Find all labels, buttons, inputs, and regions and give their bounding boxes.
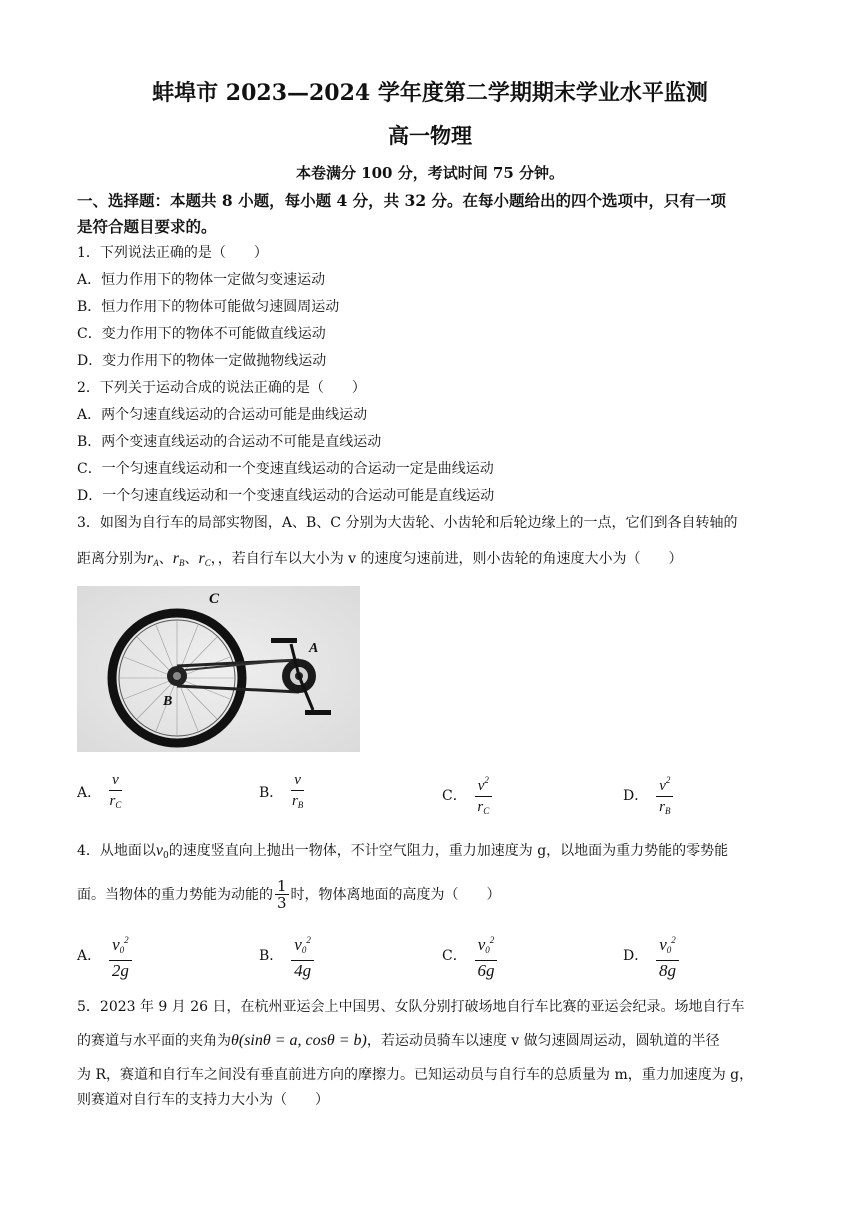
- q4-option-d: D． $\frac{v_0^2}{8g}$: [623, 932, 679, 980]
- q3-stem-line1: 3．如图为自行车的局部实物图，A、B、C 分别为大齿轮、小齿轮和后轮边缘上的一点，它们到各自转轴的: [77, 515, 738, 531]
- q3-line2-pre: 距离分别为: [77, 551, 147, 567]
- bicycle-figure: [77, 586, 360, 752]
- q4-option-a: A． $\frac{v_0^2}{2g}$: [77, 932, 132, 980]
- q1-option-d: D．变力作用下的物体一定做抛物线运动: [77, 353, 327, 369]
- subject-title: 高一物理: [388, 123, 472, 148]
- q2-stem: 2．下列关于运动合成的说法正确的是（ ）: [77, 380, 366, 396]
- q3-option-d: D． $\frac{v^2}{r_B}$: [623, 772, 673, 820]
- page-title: 蚌埠市 2023—2024 学年度第二学期期末学业水平监测: [152, 80, 708, 106]
- figure-label-a: A: [309, 641, 319, 656]
- q1-option-a: A．恒力作用下的物体一定做匀变速运动: [77, 272, 326, 288]
- q4-option-c: C． $\frac{v_0^2}{6g}$: [442, 932, 497, 980]
- q2-option-d: D．一个匀速直线运动和一个变速直线运动的合运动可能是直线运动: [77, 488, 495, 504]
- q3-option-a: A． $\frac{v}{r_C}$: [77, 772, 122, 810]
- q2-option-c: C．一个匀速直线运动和一个变速直线运动的合运动一定是曲线运动: [77, 461, 494, 477]
- q5-stem-line2: 的赛道与水平面的夹角为θ(sinθ = a, cosθ = b)，若运动员骑车以速度 v 做匀速圆周运动，圆轨道的半径: [77, 1032, 720, 1049]
- q3-option-c: C． $\frac{v^2}{r_C}$: [442, 772, 492, 820]
- q1-option-c: C．变力作用下的物体不可能做直线运动: [77, 326, 326, 342]
- exam-note: 本卷满分 100 分，考试时间 75 分钟。: [295, 164, 565, 182]
- q3-line2-post: ，，若自行车以大小为 v 的速度匀速前进，则小齿轮的角速度大小为（ ）: [210, 551, 683, 567]
- q5-stem-line1: 5．2023 年 9 月 26 日，在杭州亚运会上中国男、女队分别打破场地自行车比赛的亚运会纪录。场地自行车: [77, 999, 745, 1015]
- q4-option-b: B． $\frac{v_0^2}{4g}$: [259, 932, 314, 980]
- figure-label-b: B: [163, 694, 173, 709]
- q4-stem-line1: 4．从地面以$v_0$的速度竖直向上抛出一物体，不计空气阻力，重力加速度为 g，以地面为重力势能的零势能: [77, 842, 729, 861]
- q2-option-b: B．两个变速直线运动的合运动不可能是直线运动: [77, 434, 382, 450]
- q3-option-b: B． $\frac{v}{r_B}$: [259, 772, 304, 810]
- q5-stem-line4: 则赛道对自行车的支持力大小为（ ）: [77, 1092, 329, 1108]
- section-heading: 一、选择题：本题共 8 小题，每小题 4 分，共 32 分。在每小题给出的四个选项中，只有一项: [77, 191, 727, 210]
- figure-label-c: C: [209, 591, 220, 607]
- q1-stem: 1．下列说法正确的是（ ）: [77, 245, 268, 261]
- q1-option-b: B．恒力作用下的物体可能做匀速圆周运动: [77, 299, 340, 315]
- section-heading-cont: 是符合题目要求的。: [77, 217, 217, 236]
- q5-stem-line3: 为 R，赛道和自行车之间没有垂直前进方向的摩擦力。已知运动员与自行车的总质量为 m，重力加速度为 g，: [77, 1067, 754, 1083]
- q4-stem-line2: 面。当物体的重力势能为动能的 $\frac{1}{3}$ 时，物体离地面的高度为（ ）: [77, 877, 501, 912]
- q3-stem-line2: 距离分别为$r_A$、$r_B$、$r_C$，，若自行车以大小为 v 的速度匀速前进，则小齿轮的角速度大小为（ ）: [77, 550, 683, 568]
- q2-option-a: A．两个匀速直线运动的合运动可能是曲线运动: [77, 407, 368, 423]
